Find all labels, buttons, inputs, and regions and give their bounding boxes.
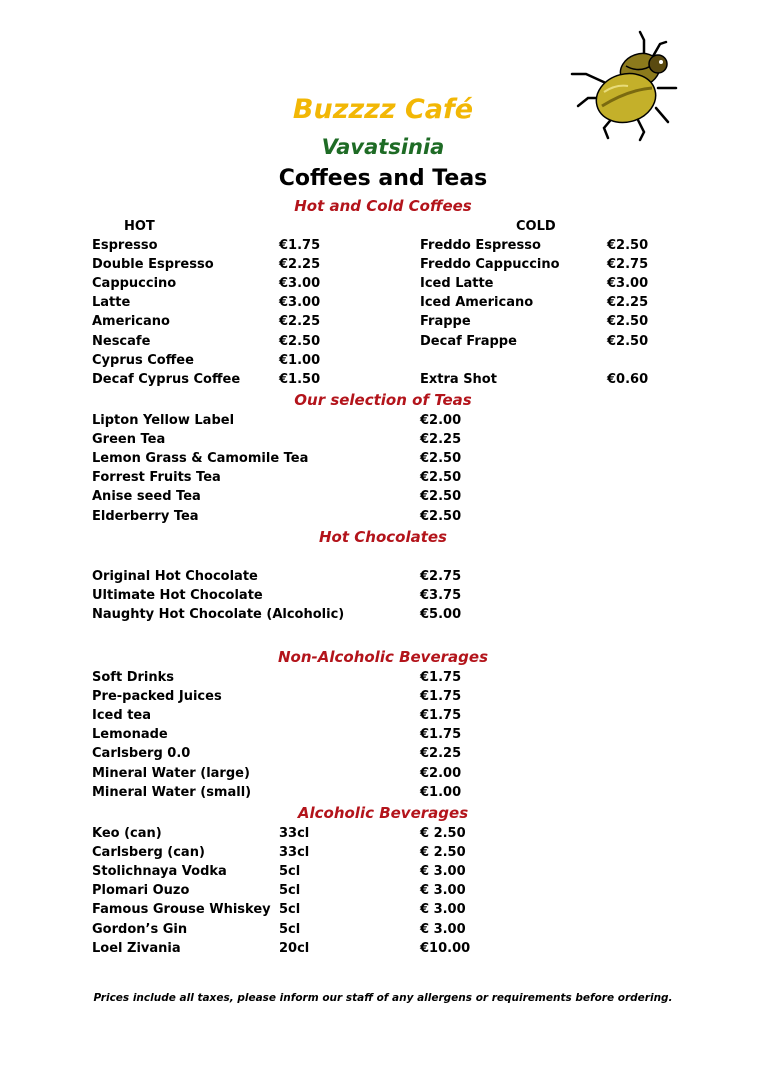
list-item: [0, 257, 766, 276]
item-size: 33cl: [279, 845, 310, 861]
list-item: [0, 334, 766, 353]
item-price: €2.25: [420, 432, 462, 448]
list-item: [0, 470, 766, 489]
list-item: [0, 607, 766, 626]
item-size: 20cl: [279, 940, 310, 956]
item-price: €2.00: [420, 413, 462, 428]
item-price: €2.75: [420, 569, 462, 584]
item-name: Original Hot Chocolate: [92, 569, 258, 584]
item-price: €3.00: [607, 276, 649, 292]
item-price: € 3.00: [420, 883, 466, 899]
item-name: Iced Americano: [420, 295, 534, 311]
item-price: €10.00: [420, 940, 471, 956]
item-name: Green Tea: [92, 432, 166, 448]
item-name: Lipton Yellow Label: [92, 413, 235, 428]
item-size: 5cl: [279, 921, 301, 937]
item-price: € 3.00: [420, 864, 466, 880]
item-name: Naughty Hot Chocolate (Alcoholic): [92, 607, 345, 623]
item-price: €1.75: [420, 727, 462, 743]
item-name: Famous Grouse Whiskey: [92, 902, 271, 918]
item-price: €2.25: [279, 314, 321, 330]
item-size: 5cl: [279, 902, 301, 918]
item-price: €2.75: [607, 257, 649, 273]
item-size: 5cl: [279, 883, 301, 899]
list-item: [0, 922, 766, 941]
item-name: Plomari Ouzo: [92, 883, 190, 899]
item-price: €1.00: [420, 784, 462, 800]
hot-column-header: HOT: [124, 219, 155, 234]
item-name: Cyprus Coffee: [92, 352, 194, 368]
cafe-name: Buzzzz Café: [292, 94, 474, 125]
list-item: [0, 509, 766, 528]
item-name: Decaf Frappe: [420, 333, 517, 349]
item-price: €2.25: [279, 257, 321, 273]
location-name: Vavatsinia: [321, 135, 445, 159]
list-item: [0, 785, 766, 804]
coffee-bean-bug-icon: [568, 26, 686, 144]
cold-column-header: COLD: [516, 219, 556, 234]
item-name: Forrest Fruits Tea: [92, 470, 221, 486]
item-name: Mineral Water (large): [92, 765, 250, 781]
item-price: €2.00: [420, 765, 462, 781]
item-price: €1.00: [279, 352, 321, 368]
list-item: [0, 413, 766, 432]
item-name: Carlsberg (can): [92, 845, 205, 861]
list-item: [0, 845, 766, 864]
item-price: € 3.00: [420, 902, 466, 918]
list-item: [0, 451, 766, 470]
item-name: Loel Zivania: [92, 940, 181, 956]
item-name: Double Espresso: [92, 257, 214, 273]
menu-title: Coffees and Teas: [278, 166, 488, 191]
item-price: €2.50: [420, 508, 462, 524]
item-name: Iced Latte: [420, 276, 494, 292]
item-price: €2.50: [279, 333, 321, 349]
item-name: Elderberry Tea: [92, 508, 199, 524]
list-item: [0, 727, 766, 746]
item-name: Cappuccino: [92, 276, 177, 292]
item-price: €2.25: [420, 746, 462, 762]
item-name: Stolichnaya Vodka: [92, 864, 227, 880]
item-name: Nescafe: [92, 333, 151, 349]
list-item: [0, 353, 766, 372]
section-title-teas: Our selection of Teas: [294, 391, 472, 409]
list-item: [0, 941, 766, 960]
item-name: Freddo Cappuccino: [420, 257, 560, 273]
item-price: €1.75: [420, 689, 462, 705]
list-item: [0, 902, 766, 921]
item-price: €2.50: [420, 470, 462, 486]
item-price: €2.50: [607, 238, 649, 253]
list-item: [0, 295, 766, 314]
item-price: €1.75: [420, 708, 462, 724]
item-size: 5cl: [279, 864, 301, 880]
list-item: [0, 746, 766, 765]
list-item: [0, 826, 766, 845]
item-price: € 2.50: [420, 826, 466, 841]
item-price: € 2.50: [420, 845, 466, 861]
section-title-alcoholic: Alcoholic Beverages: [297, 804, 469, 822]
item-name: Keo (can): [92, 826, 162, 841]
item-name: Lemonade: [92, 727, 168, 743]
section-title-chocolates: Hot Chocolates: [319, 528, 447, 546]
section-title-non-alcoholic: Non-Alcoholic Beverages: [277, 648, 488, 666]
item-name: Anise seed Tea: [92, 489, 201, 505]
list-item: [0, 670, 766, 689]
list-item: [0, 372, 766, 391]
item-name: Espresso: [92, 238, 158, 253]
section-title-coffees: Hot and Cold Coffees: [294, 197, 472, 215]
item-name: Carlsberg 0.0: [92, 746, 191, 762]
item-price: €2.50: [607, 314, 649, 330]
list-item: [0, 569, 766, 588]
item-price: €1.50: [279, 371, 321, 387]
item-name: Pre-packed Juices: [92, 689, 222, 705]
item-name: Extra Shot: [420, 371, 497, 387]
footer-note: Prices include all taxes, please inform our staff of any allergens or requirements before ordering.: [93, 992, 673, 1004]
item-name: Soft Drinks: [92, 670, 174, 685]
item-name: Freddo Espresso: [420, 238, 541, 253]
item-price: €3.00: [279, 295, 321, 311]
item-price: €5.00: [420, 607, 462, 623]
item-name: Latte: [92, 295, 131, 311]
item-name: Mineral Water (small): [92, 784, 252, 800]
list-item: [0, 883, 766, 902]
list-item: [0, 708, 766, 727]
item-price: €3.00: [279, 276, 321, 292]
item-price: €1.75: [279, 238, 321, 253]
item-name: Frappe: [420, 314, 471, 330]
item-price: €3.75: [420, 588, 462, 604]
list-item: [0, 238, 766, 257]
list-item: [0, 864, 766, 883]
item-name: Lemon Grass & Camomile Tea: [92, 451, 309, 467]
item-name: Decaf Cyprus Coffee: [92, 371, 241, 387]
item-price: €0.60: [607, 371, 649, 387]
item-price: €1.75: [420, 670, 462, 685]
item-price: €2.50: [607, 333, 649, 349]
item-price: €2.50: [420, 489, 462, 505]
list-item: [0, 689, 766, 708]
list-item: [0, 588, 766, 607]
item-name: Ultimate Hot Chocolate: [92, 588, 263, 604]
item-name: Americano: [92, 314, 170, 330]
list-item: [0, 432, 766, 451]
list-item: [0, 314, 766, 333]
item-name: Gordon’s Gin: [92, 921, 188, 937]
item-price: €2.25: [607, 295, 649, 311]
item-name: Iced tea: [92, 708, 151, 724]
item-price: €2.50: [420, 451, 462, 467]
list-item: [0, 276, 766, 295]
item-size: 33cl: [279, 826, 310, 841]
list-item: [0, 489, 766, 508]
list-item: [0, 766, 766, 785]
item-price: € 3.00: [420, 921, 466, 937]
